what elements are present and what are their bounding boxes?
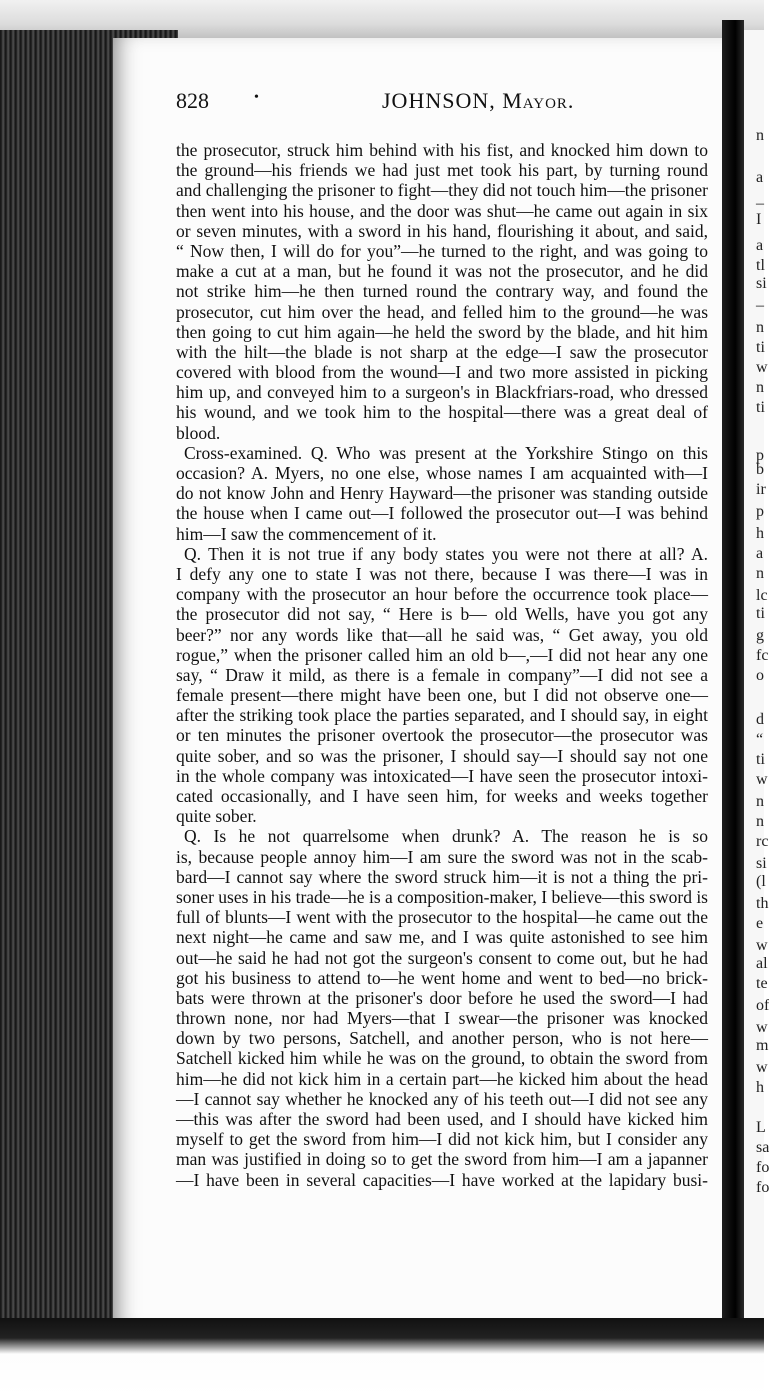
facing-page-fragment: p [756,503,764,520]
facing-page-fragment: fc [756,647,769,664]
text-line: in the whole company was intoxicated—I have seen the prosecutor intoxi- [176,765,708,786]
facing-page-fragment: ti [756,605,765,622]
text-line: or seven minutes, with a sword in his hand, flourishing it about, and said, [176,220,708,241]
text-line: rogue,” when the prisoner called him an old b—,—I did not hear any one [176,644,708,665]
facing-page-fragment: ir [756,481,766,498]
facing-page-fragment: a [756,169,764,186]
text-line: prosecutor, cut him over the head, and felled him to the ground—he was [176,301,708,322]
text-line: then going to cut him again—he held the sword by the blade, and hit him [176,321,708,342]
book-spine [722,20,744,1330]
text-line: Q. Then it is not true if any body states you were not there at all? A. [184,543,708,564]
header-ornament: • [254,90,259,105]
text-line: out—he said he had not got the surgeon's consent to come out, but he had [176,947,708,968]
text-line: female present—there might have been one, but I did not observe one— [176,685,708,706]
text-line: occasion? A. Myers, no one else, whose names I am acquainted with—I [176,463,708,483]
facing-page-fragment: I [756,211,762,228]
facing-page-fragment: n [756,565,764,582]
facing-page-fragment: a [756,545,764,562]
text-line: do not know John and Henry Hayward—the prisoner was standing outside [176,483,708,504]
facing-page-fragment: of [756,997,769,1014]
text-line: Satchell kicked him while he was on the ground, to obtain the sword from [176,1048,708,1069]
text-line: man was justified in doing so to get the sword from him—I am a japanner [176,1149,708,1170]
text-line: him—he did not kick him in a certain part—he kicked him about the head [176,1068,708,1089]
page-number: 828 [176,88,209,113]
facing-page-fragment: – [756,195,764,212]
text-line: quite sober, and so was the prisoner, I should say—I should say not one [176,745,708,766]
facing-page-fragment: p [756,447,764,464]
facing-page-fragment: – [756,297,764,314]
page-header [176,88,716,118]
text-line: thrown none, nor had Myers—that I swear—the prisoner was knocked [176,1008,708,1029]
text-line: the prosecutor did not say, “ Here is b— old Wells, have you got any [176,604,708,625]
facing-page-fragment: w [756,771,768,788]
text-line: company with the prosecutor an hour before the occurrence took place— [176,584,708,605]
facing-page-fragment: n [756,793,764,810]
text-line: him—I saw the commencement of it. [176,523,437,544]
text-line: and challenging the prisoner to fight—they did not touch him—the prisoner [176,180,708,201]
facing-page-fragment: n [756,319,764,336]
facing-page-fragment: n [756,379,764,396]
facing-page-fragment: si [756,855,767,872]
text-line: “ Now then, I will do for you”—he turned to the right, and was going to [176,240,708,261]
facing-page-fragment: si [756,275,767,292]
text-line: bats were thrown at the prisoner's door before he used the sword—I had [176,987,708,1008]
text-line: is, because people annoy him—I am sure the sword was not in the scab- [176,846,708,867]
facing-page-fragment: h [756,525,764,542]
facing-page-fragment: ti [756,399,765,416]
facing-page-edge [744,30,769,1320]
facing-page-fragment: w [756,1059,768,1076]
text-line: not strike him—he then turned round the contrary way, and found the [176,281,708,302]
facing-page-fragment: o [756,667,764,684]
text-line: next night—he came and saw me, and I was quite astonished to see him [176,927,708,948]
book-bottom-edge [0,1318,764,1398]
text-line: Q. Is he not quarrelsome when drunk? A. The reason he is so [184,826,708,847]
facing-page-fragment: g [756,627,764,644]
page-body-text [176,140,708,1190]
facing-page-fragment: w [756,359,768,376]
text-line: down by two persons, Satchell, and another person, who is not here— [176,1028,708,1049]
text-line: I defy any one to state I was not there, because I was there—I was in [176,563,708,584]
facing-page-fragment: n [756,127,764,144]
text-line: the ground—his friends we had just met took his part, by turning round [176,160,708,181]
text-line: say, “ Draw it mild, as there is a female in company”—I did not see a [176,664,708,685]
facing-page-fragment: “ [756,731,764,748]
facing-page-fragment: d [756,711,764,728]
facing-page-fragment: L [756,1119,766,1136]
text-line: his wound, and we took him to the hospital—there was a great deal of [176,402,708,423]
facing-page-fragment: n [756,813,764,830]
facing-page-fragment: a [756,237,764,254]
text-line: —I have been in several capacities—I have worked at the lapidary busi- [176,1169,708,1190]
text-line: or ten minutes the prisoner overtook the prosecutor—the prosecutor was [176,725,708,746]
facing-page-fragment: te [756,975,768,992]
text-line: covered with blood from the wound—I and two more assisted in picking [176,362,708,383]
facing-page-fragment: lc [756,587,768,604]
text-line: soner uses in his trade—he is a composition-maker, I believe—this sword is [176,886,708,907]
text-line: full of blunts—I went with the prosecutor to the hospital—he came out the [176,907,708,928]
text-line: after the striking took place the parties separated, and I should say, in eight [176,705,708,726]
facing-page-fragment: w [756,937,768,954]
facing-page-fragment: b [756,461,764,478]
text-line: —this was after the sword had been used, and I should have kicked him [176,1109,708,1129]
text-line: Cross-examined. Q. Who was present at the Yorkshire Stingo on this [184,442,708,463]
facing-page-fragment: fo [756,1159,769,1176]
facing-page-fragment: al [756,955,768,972]
text-line: with the hilt—the blade is not sharp at the edge—I saw the prosecutor [176,341,708,362]
text-line: then went into his house, and the door was shut—he came out again in six [176,200,708,221]
running-head: JOHNSON, Mayor. [382,88,575,113]
text-line: the prosecutor, struck him behind with his fist, and knocked him down to [176,140,708,160]
facing-page-fragment: w [756,1019,768,1036]
text-line: quite sober. [176,806,257,827]
facing-page-fragment: e [756,915,764,932]
facing-page-fragment: h [756,1079,764,1096]
text-line: bard—I cannot say where the sword struck him—it is not a thing the pri- [176,866,708,887]
text-line: beer?” nor any words like that—all he said was, “ Get away, you old [176,624,708,645]
text-line: him up, and conveyed him to a surgeon's in Blackfriars-road, who dressed [176,382,708,403]
facing-page-fragment: fo [756,1179,769,1196]
facing-page-fragment: ti [756,339,765,356]
text-line: myself to get the sword from him—I did not kick him, but I consider any [176,1129,708,1150]
facing-page-fragment: sa [756,1139,769,1156]
facing-page-fragment: rc [756,833,769,850]
text-line: —I cannot say whether he knocked any of his teeth out—I did not see any [176,1088,708,1109]
facing-page-fragment: ti [756,751,765,768]
text-line: the house when I came out—I followed the prosecutor out—I was behind [176,503,708,524]
facing-page-fragment: th [756,895,769,912]
text-line: got his business to attend to—he went home and went to bed—no brick- [176,967,708,988]
text-line: cated occasionally, and I have seen him, for weeks and weeks together [176,786,708,806]
facing-page-fragment: tl [756,257,765,274]
facing-page-fragment: (l [756,873,766,890]
text-line: blood. [176,422,221,443]
text-line: make a cut at a man, but he found it was not the prosecutor, and he did [176,261,708,282]
facing-page-fragment: m [756,1037,769,1054]
